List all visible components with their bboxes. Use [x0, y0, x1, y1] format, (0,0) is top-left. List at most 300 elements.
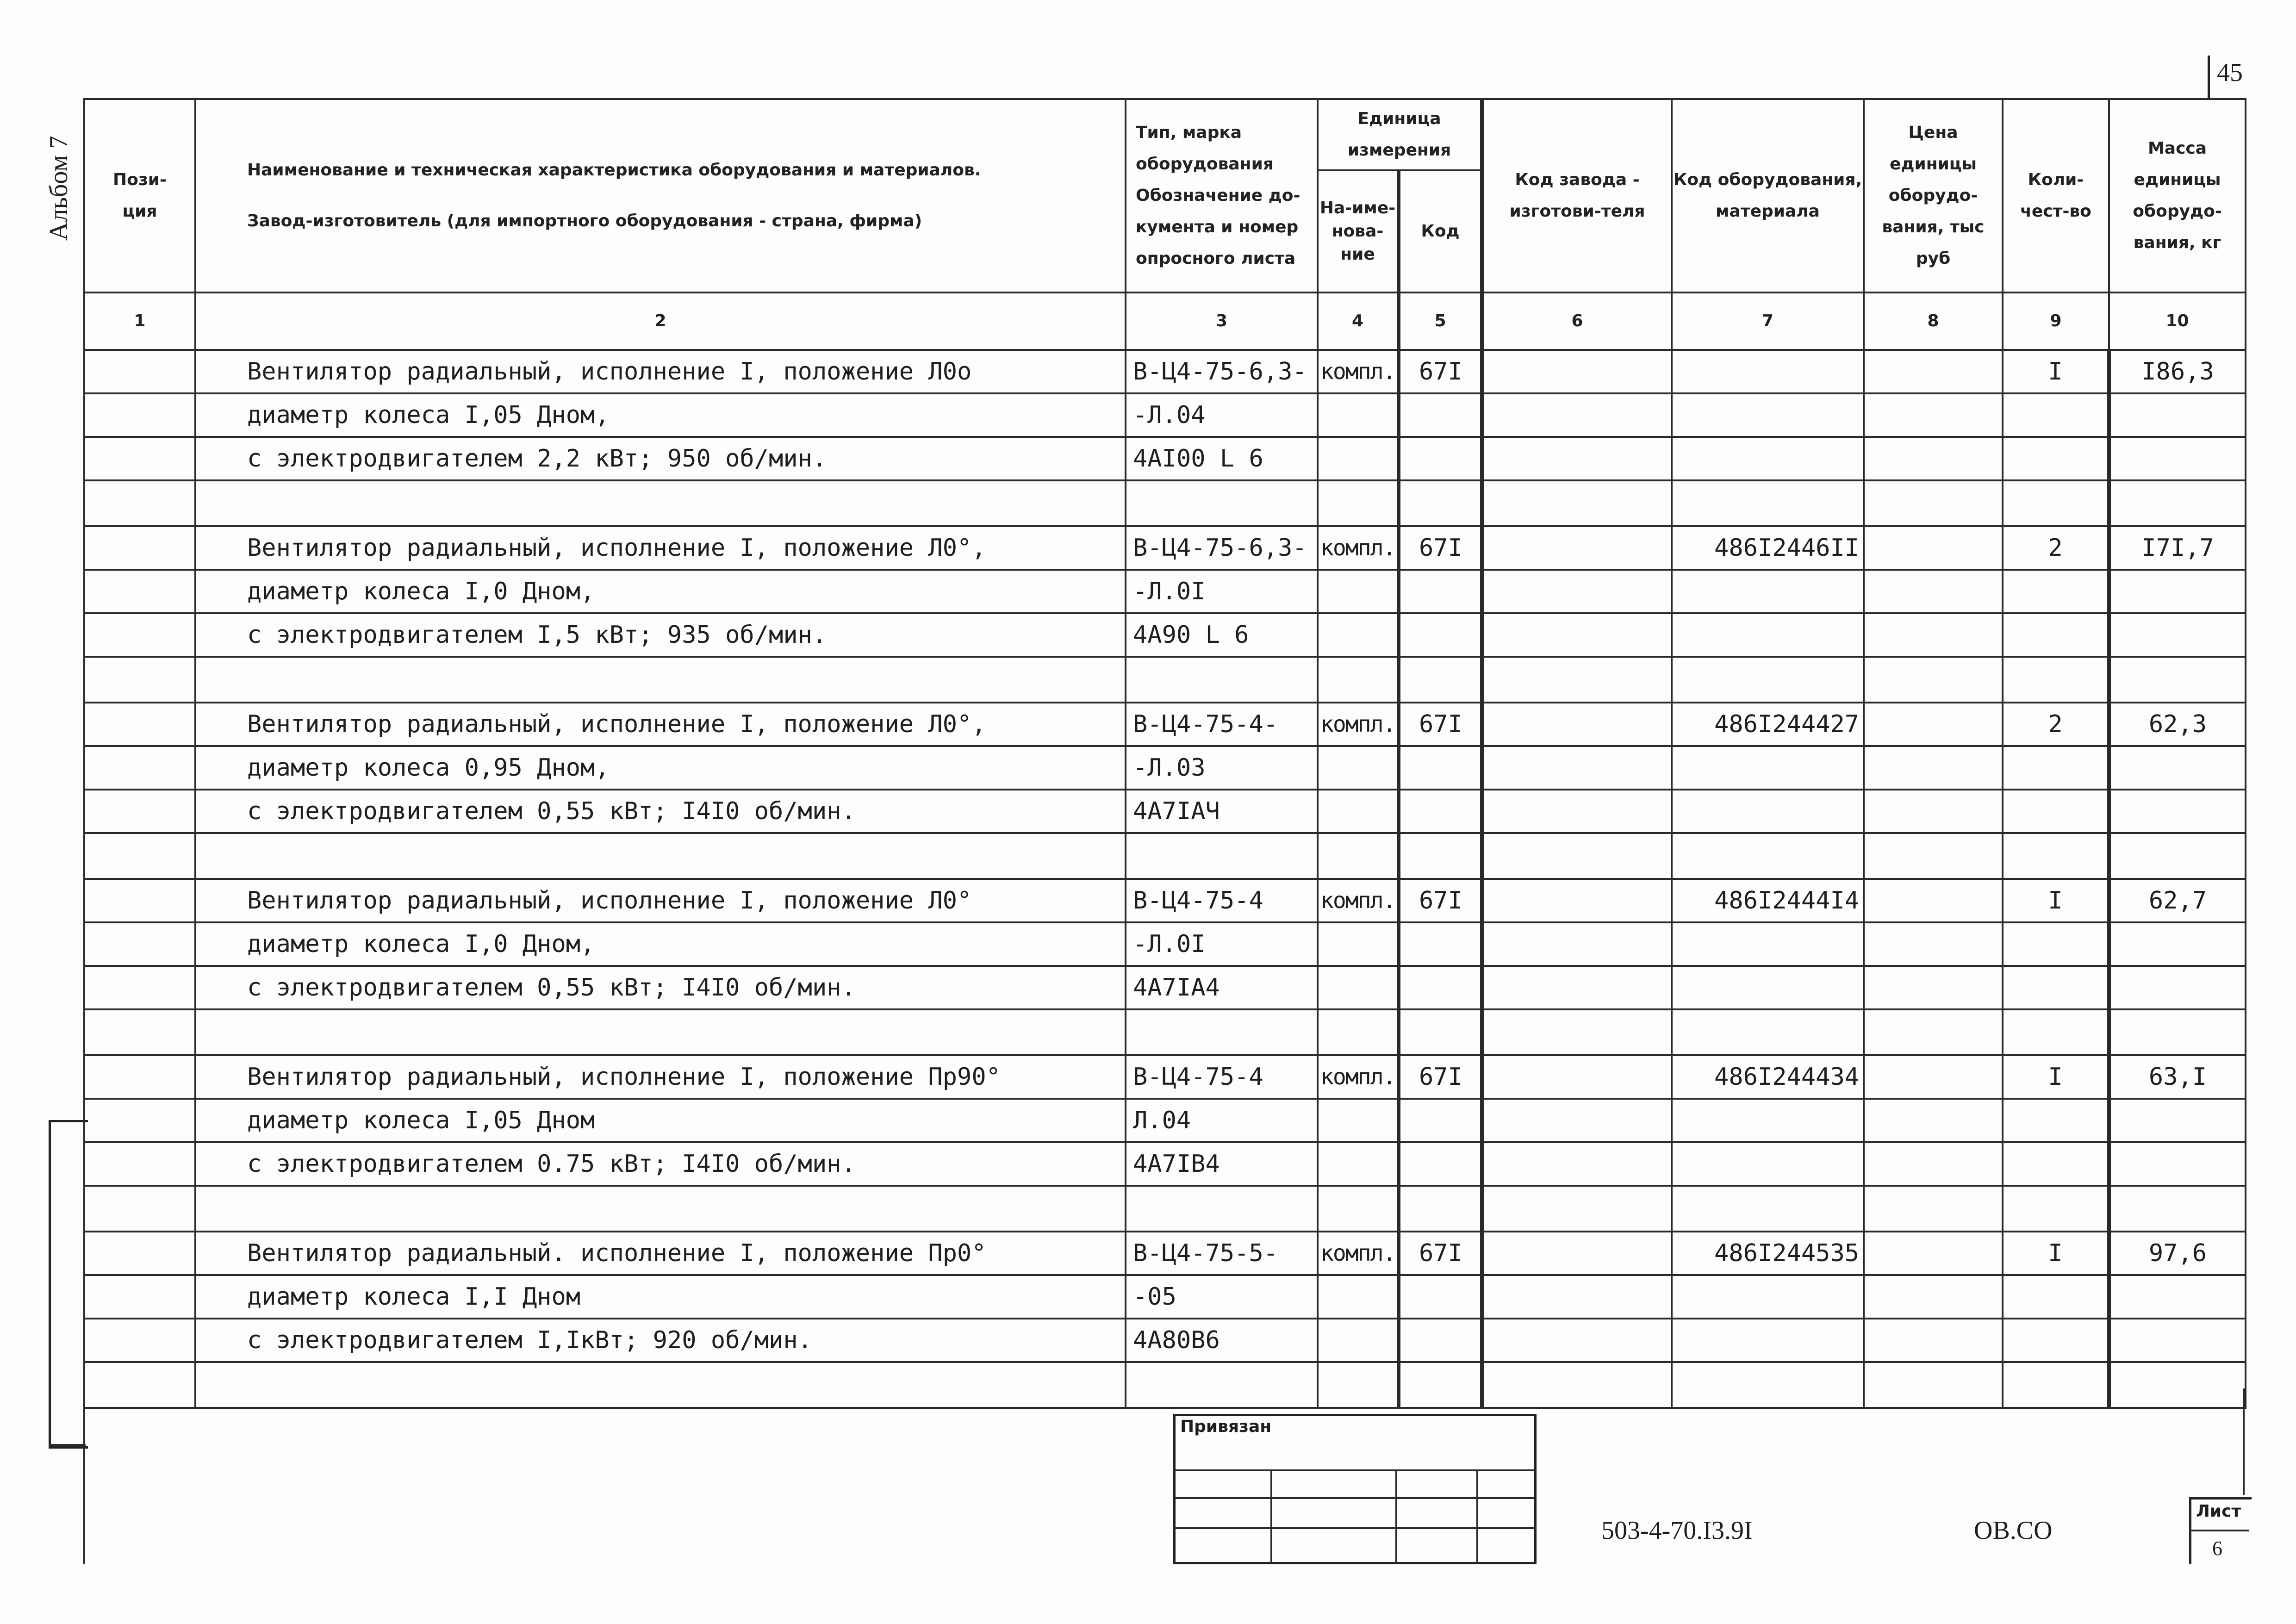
table-row: [84, 480, 2246, 526]
unit-cell: [1318, 1099, 1399, 1142]
price-cell: [1864, 1055, 2003, 1099]
price-cell: [1864, 350, 2003, 393]
price-cell: [1864, 966, 2003, 1009]
table-row: [84, 1142, 2246, 1186]
factory-code-cell: [1482, 833, 1672, 879]
type-cell: [1126, 833, 1318, 879]
equipment-code-cell: 486I2446II: [1672, 526, 1864, 570]
factory-code-cell: [1482, 1319, 1672, 1362]
position-cell: [84, 966, 195, 1009]
column-number-8: 8: [1864, 292, 2003, 350]
factory-code-cell: [1482, 480, 1672, 526]
header-unit-group: Единица измерения: [1318, 99, 1482, 170]
unit-code-cell: [1399, 966, 1482, 1009]
name-cell: Вентилятор радиальный, исполнение I, положение Л0°,: [195, 526, 1126, 570]
mass-cell: [2109, 1275, 2246, 1319]
factory-code-cell: [1482, 1362, 1672, 1408]
document-code: 503-4-70.I3.9I: [1601, 1516, 1753, 1545]
header-equipment-code: Код оборудования, материала: [1672, 99, 1864, 292]
unit-code-cell: 67I: [1399, 526, 1482, 570]
unit-code-cell: [1399, 1009, 1482, 1055]
table-row: [84, 526, 2246, 570]
equipment-code-cell: [1672, 480, 1864, 526]
type-cell: 4А7IАЧ: [1126, 790, 1318, 833]
unit-cell: [1318, 613, 1399, 657]
unit-cell: [1318, 922, 1399, 966]
price-cell: [1864, 790, 2003, 833]
equipment-code-cell: [1672, 1319, 1864, 1362]
quantity-cell: [2003, 1319, 2109, 1362]
type-cell: В-Ц4-75-4: [1126, 879, 1318, 922]
unit-code-cell: [1399, 1275, 1482, 1319]
quantity-cell: I: [2003, 350, 2109, 393]
column-number-7: 7: [1672, 292, 1864, 350]
mass-cell: [2109, 613, 2246, 657]
table-row: [84, 746, 2246, 790]
name-cell: диаметр колеса I,0 Дном,: [195, 922, 1126, 966]
factory-code-cell: [1482, 790, 1672, 833]
factory-code-cell: [1482, 570, 1672, 613]
unit-code-cell: [1399, 746, 1482, 790]
binding-strip: [49, 1120, 88, 1449]
header-name-line2: Завод-изготовитель (для импортного оборудования - страна, фирма): [247, 212, 922, 230]
price-cell: [1864, 833, 2003, 879]
unit-code-cell: [1399, 833, 1482, 879]
equipment-code-cell: [1672, 790, 1864, 833]
name-cell: диаметр колеса I,I Дном: [195, 1275, 1126, 1319]
unit-cell: [1318, 1142, 1399, 1186]
price-cell: [1864, 657, 2003, 703]
header-position: Пози- ция: [84, 99, 195, 292]
stamp-line: [1173, 1527, 1534, 1529]
price-cell: [1864, 1009, 2003, 1055]
stamp-title: Привязан: [1180, 1417, 1272, 1436]
type-cell: В-Ц4-75-4: [1126, 1055, 1318, 1099]
column-number-4: 4: [1318, 292, 1399, 350]
sheet-label: Лист: [2196, 1502, 2241, 1521]
type-cell: [1126, 1186, 1318, 1232]
unit-cell: [1318, 570, 1399, 613]
name-cell: с электродвигателем 0.75 кВт; I4I0 об/мин.: [195, 1142, 1126, 1186]
mass-cell: [2109, 657, 2246, 703]
factory-code-cell: [1482, 1009, 1672, 1055]
factory-code-cell: [1482, 746, 1672, 790]
header-name-line1: Наименование и техническая характеристика оборудования и материалов.: [247, 161, 981, 180]
factory-code-cell: [1482, 1275, 1672, 1319]
price-cell: [1864, 1099, 2003, 1142]
unit-code-cell: [1399, 393, 1482, 437]
type-cell: 4А80В6: [1126, 1319, 1318, 1362]
name-cell: [195, 1009, 1126, 1055]
name-cell: Вентилятор радиальный, исполнение I, положение Л0о: [195, 350, 1126, 393]
type-cell: -Л.0I: [1126, 570, 1318, 613]
position-cell: [84, 746, 195, 790]
price-cell: [1864, 1319, 2003, 1362]
quantity-cell: [2003, 657, 2109, 703]
stamp-line: [1173, 1469, 1534, 1471]
table-row: [84, 1099, 2246, 1142]
position-cell: [84, 1232, 195, 1275]
mass-cell: [2109, 437, 2246, 480]
stamp-divider: [1476, 1469, 1478, 1562]
quantity-cell: [2003, 480, 2109, 526]
mass-cell: [2109, 480, 2246, 526]
position-cell: [84, 1099, 195, 1142]
header-quantity: Коли-чест-во: [2003, 99, 2109, 292]
factory-code-cell: [1482, 1186, 1672, 1232]
price-cell: [1864, 437, 2003, 480]
table-row: [84, 1319, 2246, 1362]
position-cell: [84, 1275, 195, 1319]
unit-code-cell: [1399, 570, 1482, 613]
unit-cell: [1318, 966, 1399, 1009]
position-cell: [84, 1186, 195, 1232]
factory-code-cell: [1482, 922, 1672, 966]
frame-right-line: [2243, 1388, 2245, 1495]
unit-code-cell: 67I: [1399, 1232, 1482, 1275]
equipment-code-cell: [1672, 966, 1864, 1009]
name-cell: [195, 480, 1126, 526]
unit-code-cell: [1399, 790, 1482, 833]
equipment-code-cell: [1672, 350, 1864, 393]
unit-code-cell: 67I: [1399, 703, 1482, 746]
unit-cell: компл.: [1318, 350, 1399, 393]
type-cell: В-Ц4-75-5-: [1126, 1232, 1318, 1275]
mass-cell: I86,3: [2109, 350, 2246, 393]
position-cell: [84, 657, 195, 703]
mass-cell: [2109, 1009, 2246, 1055]
table-row: [84, 1009, 2246, 1055]
position-cell: [84, 879, 195, 922]
type-cell: [1126, 657, 1318, 703]
factory-code-cell: [1482, 350, 1672, 393]
table-row: [84, 1275, 2246, 1319]
unit-code-cell: [1399, 480, 1482, 526]
name-cell: Вентилятор радиальный, исполнение I, положение Л0°,: [195, 703, 1126, 746]
quantity-cell: [2003, 922, 2109, 966]
unit-cell: [1318, 746, 1399, 790]
specification-table: [83, 98, 2246, 1409]
quantity-cell: 2: [2003, 703, 2109, 746]
equipment-code-cell: [1672, 1186, 1864, 1232]
quantity-cell: [2003, 437, 2109, 480]
price-cell: [1864, 613, 2003, 657]
column-number-1: 1: [84, 292, 195, 350]
quantity-cell: [2003, 790, 2109, 833]
unit-cell: [1318, 833, 1399, 879]
name-cell: [195, 833, 1126, 879]
equipment-code-cell: [1672, 833, 1864, 879]
name-cell: Вентилятор радиальный, исполнение I, положение Пр90°: [195, 1055, 1126, 1099]
header-type: Тип, марка оборудования Обозначение до-кумента и номер опросного листа: [1126, 99, 1318, 292]
factory-code-cell: [1482, 613, 1672, 657]
name-cell: с электродвигателем 2,2 кВт; 950 об/мин.: [195, 437, 1126, 480]
type-cell: -Л.03: [1126, 746, 1318, 790]
table-row: [84, 437, 2246, 480]
header-unit-code: Код: [1399, 170, 1482, 292]
header-name: [195, 99, 1126, 292]
unit-cell: [1318, 1275, 1399, 1319]
unit-code-cell: [1399, 1186, 1482, 1232]
name-cell: диаметр колеса I,05 Дном,: [195, 393, 1126, 437]
equipment-code-cell: [1672, 570, 1864, 613]
position-cell: [84, 1362, 195, 1408]
column-number-3: 3: [1126, 292, 1318, 350]
name-cell: [195, 657, 1126, 703]
type-cell: В-Ц4-75-6,3-: [1126, 350, 1318, 393]
mass-cell: [2109, 746, 2246, 790]
mass-cell: 62,7: [2109, 879, 2246, 922]
quantity-cell: [2003, 1009, 2109, 1055]
position-cell: [84, 1319, 195, 1362]
equipment-code-cell: [1672, 437, 1864, 480]
column-number-6: 6: [1482, 292, 1672, 350]
position-cell: [84, 526, 195, 570]
position-cell: [84, 790, 195, 833]
mass-cell: [2109, 1319, 2246, 1362]
price-cell: [1864, 746, 2003, 790]
sheet-divider: [2189, 1530, 2249, 1531]
quantity-cell: [2003, 1362, 2109, 1408]
type-cell: 4А90 L 6: [1126, 613, 1318, 657]
name-cell: Вентилятор радиальный. исполнение I, положение Пр0°: [195, 1232, 1126, 1275]
equipment-code-cell: [1672, 613, 1864, 657]
header-mass: Масса единицы оборудо-вания, кг: [2109, 99, 2246, 292]
unit-cell: [1318, 657, 1399, 703]
mass-cell: [2109, 1099, 2246, 1142]
name-cell: Вентилятор радиальный, исполнение I, положение Л0°: [195, 879, 1126, 922]
table-row: [84, 922, 2246, 966]
equipment-code-cell: [1672, 1275, 1864, 1319]
position-cell: [84, 703, 195, 746]
column-number-9: 9: [2003, 292, 2109, 350]
quantity-cell: [2003, 1142, 2109, 1186]
equipment-code-cell: [1672, 1099, 1864, 1142]
mass-cell: 62,3: [2109, 703, 2246, 746]
factory-code-cell: [1482, 966, 1672, 1009]
table-row: [84, 1186, 2246, 1232]
unit-cell: [1318, 1009, 1399, 1055]
position-cell: [84, 393, 195, 437]
price-cell: [1864, 1362, 2003, 1408]
price-cell: [1864, 570, 2003, 613]
quantity-cell: [2003, 393, 2109, 437]
name-cell: диаметр колеса I,0 Дном,: [195, 570, 1126, 613]
table-row: [84, 966, 2246, 1009]
page-number: 45: [2217, 58, 2243, 87]
equipment-code-cell: [1672, 746, 1864, 790]
approval-stamp: [1173, 1414, 1537, 1564]
price-cell: [1864, 1275, 2003, 1319]
type-cell: 4А7IВ4: [1126, 1142, 1318, 1186]
quantity-cell: I: [2003, 879, 2109, 922]
table-row: [84, 1232, 2246, 1275]
factory-code-cell: [1482, 703, 1672, 746]
table-row: [84, 879, 2246, 922]
mass-cell: [2109, 1362, 2246, 1408]
price-cell: [1864, 879, 2003, 922]
mass-cell: [2109, 833, 2246, 879]
type-cell: -Л.04: [1126, 393, 1318, 437]
column-number-2: 2: [195, 292, 1126, 350]
unit-cell: компл.: [1318, 703, 1399, 746]
mass-cell: 63,I: [2109, 1055, 2246, 1099]
type-cell: -05: [1126, 1275, 1318, 1319]
type-cell: [1126, 1009, 1318, 1055]
mass-cell: [2109, 393, 2246, 437]
unit-code-cell: [1399, 1142, 1482, 1186]
unit-cell: [1318, 1186, 1399, 1232]
equipment-code-cell: [1672, 1142, 1864, 1186]
price-cell: [1864, 480, 2003, 526]
mass-cell: [2109, 1186, 2246, 1232]
price-cell: [1864, 703, 2003, 746]
quantity-cell: [2003, 966, 2109, 1009]
binding-strip-divider: [49, 1444, 86, 1446]
position-cell: [84, 833, 195, 879]
unit-code-cell: [1399, 437, 1482, 480]
equipment-code-cell: [1672, 1009, 1864, 1055]
position-cell: [84, 480, 195, 526]
type-cell: 4АI00 L 6: [1126, 437, 1318, 480]
unit-cell: компл.: [1318, 526, 1399, 570]
stamp-line: [1173, 1497, 1534, 1499]
type-cell: [1126, 1362, 1318, 1408]
equipment-code-cell: 486I2444I4: [1672, 879, 1864, 922]
quantity-cell: [2003, 833, 2109, 879]
name-cell: диаметр колеса 0,95 Дном,: [195, 746, 1126, 790]
mass-cell: [2109, 922, 2246, 966]
name-cell: диаметр колеса I,05 Дном: [195, 1099, 1126, 1142]
mass-cell: [2109, 966, 2246, 1009]
factory-code-cell: [1482, 1099, 1672, 1142]
name-cell: с электродвигателем I,5 кВт; 935 об/мин.: [195, 613, 1126, 657]
table-row: [84, 1055, 2246, 1099]
type-cell: В-Ц4-75-4-: [1126, 703, 1318, 746]
equipment-code-cell: 486I244427: [1672, 703, 1864, 746]
unit-cell: компл.: [1318, 1055, 1399, 1099]
factory-code-cell: [1482, 393, 1672, 437]
stamp-divider: [1270, 1469, 1272, 1562]
mass-cell: I7I,7: [2109, 526, 2246, 570]
unit-code-cell: [1399, 1099, 1482, 1142]
unit-cell: [1318, 393, 1399, 437]
unit-code-cell: 67I: [1399, 879, 1482, 922]
type-cell: -Л.0I: [1126, 922, 1318, 966]
name-cell: [195, 1362, 1126, 1408]
price-cell: [1864, 1186, 2003, 1232]
sheet-number: 6: [2212, 1537, 2222, 1560]
unit-code-cell: 67I: [1399, 350, 1482, 393]
unit-cell: [1318, 437, 1399, 480]
unit-code-cell: [1399, 613, 1482, 657]
position-cell: [84, 1142, 195, 1186]
unit-cell: [1318, 790, 1399, 833]
factory-code-cell: [1482, 1142, 1672, 1186]
unit-cell: [1318, 1319, 1399, 1362]
table-row: [84, 1362, 2246, 1408]
type-cell: Л.04: [1126, 1099, 1318, 1142]
name-cell: с электродвигателем 0,55 кВт; I4I0 об/мин.: [195, 966, 1126, 1009]
equipment-code-cell: 486I244535: [1672, 1232, 1864, 1275]
table-row: [84, 350, 2246, 393]
position-cell: [84, 350, 195, 393]
position-cell: [84, 437, 195, 480]
position-cell: [84, 1009, 195, 1055]
price-cell: [1864, 526, 2003, 570]
unit-code-cell: [1399, 1362, 1482, 1408]
position-cell: [84, 922, 195, 966]
mass-cell: [2109, 570, 2246, 613]
factory-code-cell: [1482, 526, 1672, 570]
equipment-code-cell: [1672, 657, 1864, 703]
quantity-cell: [2003, 570, 2109, 613]
quantity-cell: [2003, 746, 2109, 790]
type-cell: 4А7IА4: [1126, 966, 1318, 1009]
mass-cell: 97,6: [2109, 1232, 2246, 1275]
factory-code-cell: [1482, 879, 1672, 922]
table-row: [84, 657, 2246, 703]
name-cell: с электродвигателем 0,55 кВт; I4I0 об/мин.: [195, 790, 1126, 833]
unit-cell: компл.: [1318, 879, 1399, 922]
unit-code-cell: [1399, 657, 1482, 703]
equipment-code-cell: [1672, 1362, 1864, 1408]
table-row: [84, 613, 2246, 657]
price-cell: [1864, 1232, 2003, 1275]
mass-cell: [2109, 1142, 2246, 1186]
price-cell: [1864, 922, 2003, 966]
equipment-code-cell: 486I244434: [1672, 1055, 1864, 1099]
position-cell: [84, 613, 195, 657]
column-number-10: 10: [2109, 292, 2246, 350]
table-row: [84, 393, 2246, 437]
quantity-cell: [2003, 1099, 2109, 1142]
table-row: [84, 790, 2246, 833]
unit-code-cell: [1399, 1319, 1482, 1362]
unit-cell: [1318, 480, 1399, 526]
mass-cell: [2109, 790, 2246, 833]
header-unit-name: На-име-нова-ние: [1318, 170, 1399, 292]
factory-code-cell: [1482, 1055, 1672, 1099]
quantity-cell: [2003, 1186, 2109, 1232]
header-price: Цена единицы оборудо-вания, тыс руб: [1864, 99, 2003, 292]
quantity-cell: [2003, 1275, 2109, 1319]
page-number-mark: [2208, 56, 2210, 100]
unit-code-cell: 67I: [1399, 1055, 1482, 1099]
factory-code-cell: [1482, 1232, 1672, 1275]
position-cell: [84, 1055, 195, 1099]
name-cell: с электродвигателем I,IкВт; 920 об/мин.: [195, 1319, 1126, 1362]
price-cell: [1864, 1142, 2003, 1186]
factory-code-cell: [1482, 437, 1672, 480]
quantity-cell: I: [2003, 1232, 2109, 1275]
table-row: [84, 703, 2246, 746]
column-number-5: 5: [1399, 292, 1482, 350]
quantity-cell: 2: [2003, 526, 2109, 570]
table-row: [84, 570, 2246, 613]
type-cell: [1126, 480, 1318, 526]
header-factory-code: Код завода - изготови-теля: [1482, 99, 1672, 292]
equipment-code-cell: [1672, 922, 1864, 966]
name-cell: [195, 1186, 1126, 1232]
type-cell: В-Ц4-75-6,3-: [1126, 526, 1318, 570]
unit-code-cell: [1399, 922, 1482, 966]
table-row: [84, 833, 2246, 879]
quantity-cell: [2003, 613, 2109, 657]
document-mark: ОВ.СО: [1974, 1516, 2053, 1545]
factory-code-cell: [1482, 657, 1672, 703]
frame-left-line: [83, 1388, 85, 1564]
